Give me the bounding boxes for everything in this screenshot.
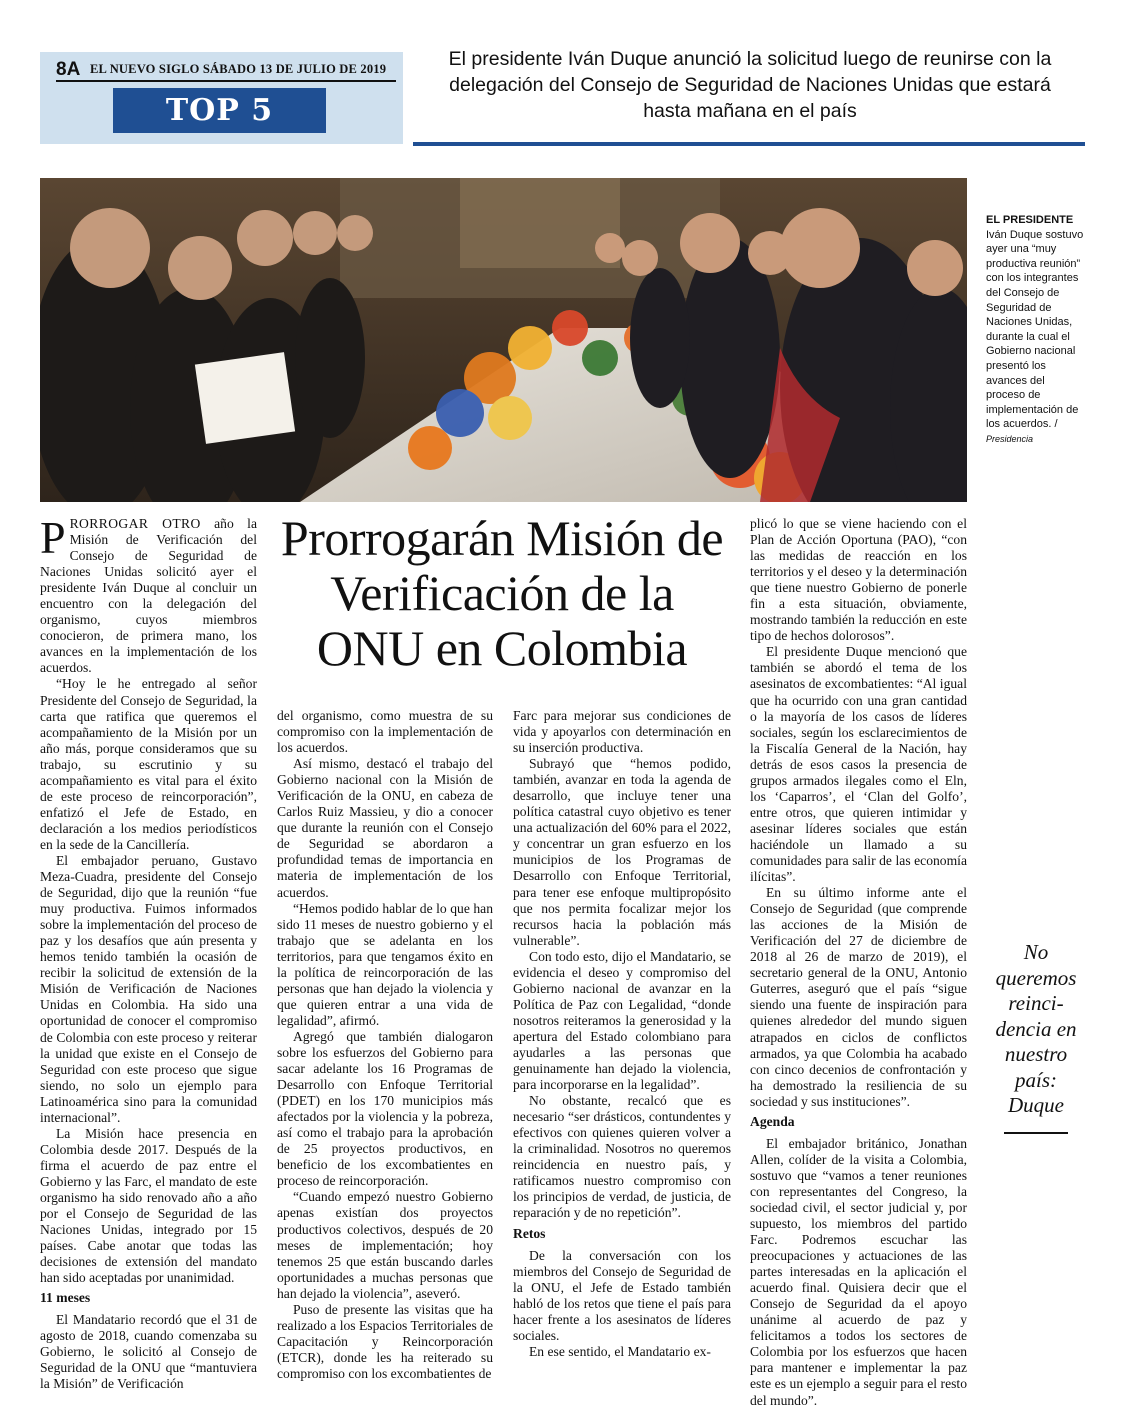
paragraph: Farc para mejorar sus condiciones de vida y apoyarlos con determinación en su inserción productiva. [513,708,731,756]
section-label: TOP 5 [113,88,326,133]
paragraph: En ese sentido, el Mandatario ex- [529,1343,711,1359]
paragraph: De la conversación con los miembros del Consejo de Seguridad de la ONU, el Jefe de Estado también habló de los retos que tiene el país para hacer frente a los asesinatos de líderes sociales. [513,1247,731,1343]
paragraph: “Hoy le he entregado al señor Presidente del Consejo de Seguridad, la carta que ratifica que queremos el acompañamiento de la Misión por un año más, porque consideramos que su trabajo, su escrutinio y su acompañamiento es vital para el éxito de este proceso de reincorporación”, enfatizó el Jefe de Estado, en declaración a los medios periodísticos en la sede de la Cancillería. [40,676,257,852]
header-rule [56,80,396,82]
subhead: Agenda [750,1113,795,1129]
page-number: 8A [56,59,81,80]
pull-quote: No queremos reinci-dencia en nuestro país: Duque [995,940,1077,1117]
paragraph: Subrayó que “hemos podido, también, avanzar en toda la agenda de desarrollo, que incluye tener una política catastral cuyo objetivo es tener una actualización del 60% para el 2022, y concentrar un gran esfuerzo en los municipios de los Programas de Desarrollo con Enfoque Territorial, para tener ese enfoque multipropósito que nos permita focalizar mejor los recursos hacia la población más vulnerable”. [513,756,731,948]
subhead: 11 meses [40,1290,91,1306]
paragraph: En su último informe ante el Consejo de Seguridad (que comprende las acciones de la Misión de Verificación del 27 de diciembre de 2018 al 26 de marzo de 2019), el secretario general de la ONU, Antonio Guterres, aseguró que el país “sigue siendo una fuente de inspiración para quienes alrededor del mundo siguen atrapados en ciclos de conflictos armados, ya que Colombia ha acabado con cinco decenios de confrontación y ha demostrado la resiliencia de su sociedad y sus instituciones”. [750,885,967,1109]
paragraph: “Hemos podido hablar de lo que han sido 11 meses de nuestro gobierno y el trabajo que se adelanta en los territorios, para que tengamos éxito en la política de reincorporación de las personas que han dejado la violencia y que quieren entrar a una vida de legalidad”, afirmó. [277,900,493,1028]
headline: Prorrogarán Misión de Verificación de la ONU en Colombia [280,510,724,676]
meeting-photo [40,178,967,502]
paragraph: Así mismo, destacó el trabajo del Gobierno nacional con la Misión de Verificación de la ONU, en cabeza de Carlos Ruiz Massieu, y dio a conocer que durante la reunión con el Consejo de Seguridad se abordaron a profundidad temas de importancia en materia de implementación de los acuerdos. [277,756,493,900]
deck-rule [413,142,1085,146]
article-column-4 [750,516,967,1409]
article-column-3 [513,708,731,1360]
masthead-date: EL NUEVO SIGLO SÁBADO 13 DE JULIO DE 2019 [90,62,387,76]
paragraph: “Cuando empezó nuestro Gobierno apenas existían dos proyectos productivos colectivos, después de 20 meses de implementación; hoy tenemos 25 que están buscando darles oportunidades a muchas personas que han dejado la violencia”, aseveró. [277,1189,493,1301]
lead-caps: RORROGAR OTRO [69,516,201,531]
article-column-2 [277,708,493,1382]
paragraph: El embajador británico, Jonathan Allen, colíder de la visita a Colombia, sostuvo que “vamos a tener reuniones con representantes del Congreso, la sociedad civil, el sector judicial y, por supuesto, los miembros del partido Farc. Podremos escuchar las preocupaciones y actuaciones de las partes interesadas en la aplicación el acuerdo final. Quisiera decir que el Consejo de Seguridad da el apoyo unánime al acuerdo de paz y felicitamos a todos los sectores de Colombia por los esfuerzos que hacen para mantener e implementar la paz este es un ejemplo a seguir para el resto del mundo”. [750,1135,967,1408]
caption-head: EL PRESIDENTE [986,214,1074,226]
drop-cap: P [40,512,66,563]
caption-text: Iván Duque sostuvo ayer una “muy productiva reunión” con los integrantes del Consejo de Seguridad de Naciones Unidas, durante la cual el Gobierno nacional presentó los avances del proceso de implementación de los acuerdos. / [986,228,1084,431]
paragraph: El Mandatario recordó que el 31 de agosto de 2018, cuando comenzaba su Gobierno, le solicitó al Consejo de Seguridad de la ONU que “mantuviera la Misión” de Verificación [40,1312,257,1392]
lead-text: año la Misión de Verificación del Consejo de Seguridad de Naciones Unidas solicitó ayer el presidente Iván Duque al concluir un encuentro con la delegación del organismo, cuyos miembros conocieron, de primera mano, los avances en la implementación de los acuerdos. [40,516,257,676]
paragraph: plicó lo que se viene haciendo con el Plan de Acción Oportuna (PAO), “con las medidas de reacción en los territorios y el deseo y la determinación que tiene nuestro Gobierno de ponerle fin a esta situación, obviamente, mostrando también la reducción en este tipo de hechos dolorosos”. [750,516,967,644]
paragraph: La Misión hace presencia en Colombia desde 2017. Después de la firma el acuerdo de paz entre el Gobierno y las Farc, el mandato de este organismo ha sido renovado año a año por el Consejo de Seguridad de las Naciones Unidas, integrado por 15 países. Cabe anotar que todas las decisiones de extensión del mandato han sido aceptadas por unanimidad. [40,1125,257,1286]
article-deck: El presidente Iván Duque anunció la solicitud luego de reunirse con la delegación del Consejo de Seguridad de Naciones Unidas que estará hasta mañana en el país [448,48,1052,122]
lead-paragraph [40,512,257,676]
pull-quote-rule [1004,1132,1068,1134]
paragraph: Con todo esto, dijo el Mandatario, se evidencia el deseo y compromiso del Gobierno nacional de avanzar en la Política de Paz con Legalidad, “donde nosotros reiteramos la generosidad y la apertura del Estado colombiano para ayudarles a las personas que genuinamente han dejado la violencia, para incorporarse en la legalidad”. [513,948,731,1093]
paragraph: El embajador peruano, Gustavo Meza-Cuadra, presidente del Consejo de Seguridad, dijo que la reunión “fue muy productiva. Fuimos informados sobre la implementación del proceso de paz y los desafíos que aún presenta y hemos tenido también la ocasión de recibir la solicitud de extensión de la Misión de Verificación de Naciones Unidas en Colombia. Ha sido una oportunidad de conocer el compromiso de Colombia con este proceso y reiterar la unidad que existe en el Consejo de Seguridad con este proceso que sigue siendo, no solo un ejemplo para Latinoamérica sino para la comunidad internacional”. [40,852,257,1125]
paragraph: El presidente Duque mencionó que también se abordó el tema de los asesinatos de excombatientes: “Al igual que ha ocurrido con una gran cantidad o la mayoría de los casos de líderes sociales, según los esclarecimientos de la Fiscalía General de la Nación, hay detrás de esos casos la presencia de grupos armados ilegales como el Eln, los ‘Caparros’, el ‘Clan del Golfo’, entre otros, que quieren intimidar y asesinar líderes sociales que están haciéndole un llamado a su comunidades para salir de las economía ilícitas”. [750,644,967,885]
caption-credit: Presidencia [986,433,1034,444]
paragraph: del organismo, como muestra de su compromiso con la implementación de los acuerdos. [277,708,493,756]
paragraph: No obstante, recalcó que es necesario “ser drásticos, contundentes y efectivos con quienes quieren volver a la criminalidad. Nosotros no queremos reincidencia en nuestro país, y ratificamos nuestro compromiso con los principios de verdad, de justicia, de reparación y de no repetición”. [513,1093,731,1221]
paragraph: Agregó que también dialogaron sobre los esfuerzos del Gobierno para sacar adelante los 16 Programas de Desarrollo con Enfoque Territorial (PDET) en los 170 municipios más afectados por la violencia y la pobreza, así como el trabajo para la aprobación de 25 proyectos productivos, en beneficio de los excombatientes en proceso de reincorporación. [277,1028,493,1189]
photo-caption [986,213,1086,447]
article-column-1 [40,512,257,1393]
paragraph: Puso de presente las visitas que ha realizado a los Espacios Territoriales de Capacitación y Reincorporación (ETCR), donde les ha reiterado su compromiso con los excombatientes de [277,1301,493,1381]
subhead: Retos [513,1225,546,1241]
